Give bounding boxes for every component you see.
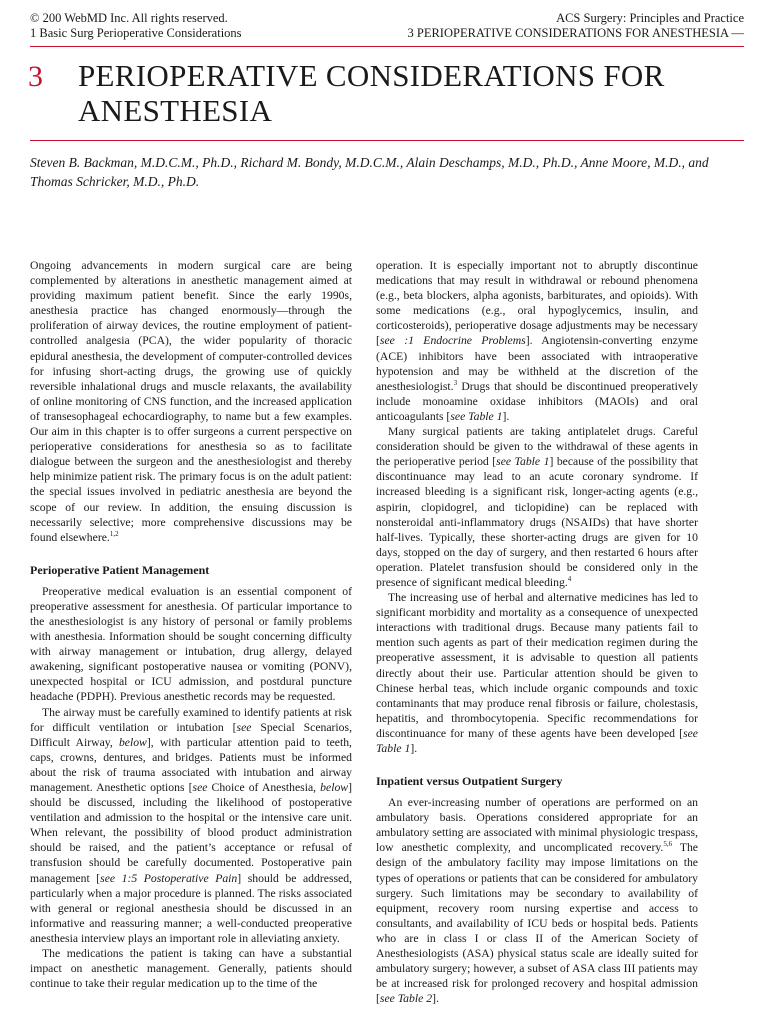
text-run: The increasing use of herbal and alternative medicines has led to significant morbidity and mortality as a consequence of unexpected interactions with traditional drugs. Because many patients fail to mention such agents as part of their medication regimen during the preoperative assessment, it is advisable to question all patients directly about their use. Particular attention should be given to Chinese herbal teas, which include organic compounds and toxic contaminants that may produce renal fibrosis or failure, cholestasis, hepatitis, and thrombocytopenia. Specific recommendations for discontinuance for many of these agents have been developed [ bbox=[376, 591, 698, 740]
text-run: Choice of Anesthesia, bbox=[207, 781, 321, 794]
text-run: ] should be addressed, particularly when a major procedure is planned. The risks associated with general or regional anesthesia should be discussed in an informative and reassuring manner; a well-conducted preoperative anesthesia interview plays an important role in alleviating anxiety. bbox=[30, 871, 352, 945]
text-run: ]. bbox=[410, 742, 418, 755]
text-run: Special Scenarios, Difficult Airway, bbox=[30, 720, 352, 749]
section-heading-patient-management: Perioperative Patient Management bbox=[30, 562, 210, 577]
citation: 4 bbox=[567, 575, 572, 584]
header-rule bbox=[30, 46, 744, 47]
section-heading-inpatient-outpatient: Inpatient versus Outpatient Surgery bbox=[376, 774, 563, 789]
right-column bbox=[376, 258, 698, 1006]
cross-reference: see 1:5 Postoperative Pain bbox=[100, 871, 238, 885]
copyright-notice: © 200 WebMD Inc. All rights reserved. bbox=[30, 11, 228, 25]
cross-reference: see bbox=[236, 720, 252, 734]
cross-reference: see Table 2 bbox=[379, 992, 433, 1006]
citation: 5,6 bbox=[663, 840, 673, 849]
text-run: ] because of the possibility that discontinuance may lead to an acute coronary syndrome. If increased bleeding is a significant risk, longer-acting agents (e.g., aspirin, clopidogrel, and ticlopidine) can be replaced with nonsteroidal anti-inflammatory drugs (NSAIDs) that have shorter half-lives. Typically, these shorter-acting drugs are given for 10 days, stopped on the day of surgery, and then restarted 6 hours after operation. Platelet transfusion should be considered only in the presence of significant medical bleeding. bbox=[376, 455, 698, 589]
cross-reference: see Table 1 bbox=[496, 455, 550, 469]
chapter-title: PERIOPERATIVE CONSIDERATIONS FOR ANESTHESIA bbox=[78, 58, 665, 128]
paragraph: Preoperative medical evaluation is an essential component of preoperative assessment for anesthesia. Of particular importance to the anesthesiologist is any history of personal or family problems with anesthesia. Information should be sought concerning difficulty with airway management or intubation, drug allergy, delayed awakening, significant postoperative nausea or vomiting (PONV), unexpected hospital or ICU admission, and postdural puncture headache (PDPH). Previous anesthetic records may be requested. bbox=[30, 584, 352, 704]
text-run: operation. It is especially important not to abruptly discontinue medications that may result in withdrawal or rebound phenomena (e.g., beta blockers, alpha agonists, barbiturates, and opioids). With some medications (e.g., oral hypoglycemics, insulin, and corticosteroids), perioperative dosage adjustments may be necessary [ bbox=[376, 259, 698, 348]
book-title: ACS Surgery: Principles and Practice bbox=[556, 11, 744, 25]
text-run: The airway must be carefully examined to identify patients at risk for difficult ventilation or intubation [ bbox=[30, 705, 352, 734]
title-rule bbox=[30, 140, 744, 141]
text-run: ], with particular attention paid to teeth, caps, crowns, dentures, and bridges. Patients must be informed about the risk of trauma associated with intubation and airway management. Anesthetic options [ bbox=[30, 735, 352, 794]
cross-reference: see bbox=[192, 781, 208, 794]
cross-reference: below bbox=[320, 781, 349, 794]
text-run: ] should be discussed, including the likelihood of postoperative ventilation and admission to the hospital or the intensive care unit. When relevant, the possibility of blood product administration should be raised, and the patient’s acceptance or refusal of transfusion should be carefully documented. Postoperative pain management [ bbox=[30, 781, 352, 885]
text-run: Drugs that should be discontinued preoperatively include monoamine oxidase inhibitors (MAOIs) and oral anticoagulants [ bbox=[376, 379, 698, 423]
paragraph bbox=[376, 590, 698, 756]
citation: 3 bbox=[453, 378, 458, 387]
cross-reference: below bbox=[118, 735, 147, 749]
paragraph bbox=[376, 795, 698, 1006]
text-run: ]. bbox=[432, 992, 439, 1006]
intro-paragraph bbox=[30, 258, 352, 545]
cross-reference: see :1 Endocrine Problems bbox=[379, 334, 526, 348]
paragraph bbox=[30, 705, 352, 947]
paragraph bbox=[376, 258, 698, 424]
left-column bbox=[30, 258, 352, 991]
author-list: Steven B. Backman, M.D.C.M., Ph.D., Richard M. Bondy, M.D.C.M., Alain Deschamps, M.D., Ph.D., Anne Moore, M.D., and Thomas Schricker, M.D., Ph.D. bbox=[30, 155, 709, 189]
paragraph: The medications the patient is taking can have a substantial impact on anesthetic management. Generally, patients should continue to take their regular medication up to the time of the bbox=[30, 947, 352, 991]
text-run: Many surgical patients are taking antiplatelet drugs. Careful consideration should be given to the withdrawal of these agents in the perioperative period [ bbox=[376, 425, 698, 469]
intro-text: Ongoing advancements in modern surgical care are being complemented by alterations in anesthetic management aimed at providing maximum patient benefit. Since the early 1990s, anesthesia practice has changed enormously—through the proliferation of airway devices, the routine employment of patient-controlled analgesia (PCA), the wider popularity of thoracic epidural anesthesia, the development of computer-controlled devices for infusing short-acting drugs, the growing use of quickly reversible inhalational drugs and muscle relaxants, the availability of online monitoring of CNS function, and the increased application of transesophageal echocardiography, to name but a few examples. Our aim in this chapter is to offer surgeons a current perspective on perioperative considerations for anesthesia so as to facilitate dialogue between the surgeon and the anesthesiologist and thereby help minimize patient risk. The primary focus is on the adult patient: the special issues involved in pediatric anesthesia are beyond the scope of our review. In addition, the ensuing discussion is necessarily selective; more comprehensive discussions may be found elsewhere. bbox=[30, 259, 352, 544]
text-run: The design of the ambulatory facility may impose limitations on the types of operations or patients that can be considered for ambulatory surgery. Such limitations may be secondary to availability of equipment, recovery room nursing expertise and access to consultants, and availability of ICU beds or hospital beds. Patients who are in class I or class II of the American Society of Anesthesiologists (ASA) physical status scale are ideally suited for ambulatory surgery; however, a subset of ASA class III patients may be at increased risk for prolonged recovery and hospital admission [ bbox=[376, 841, 698, 1006]
chapter-number: 3 bbox=[28, 60, 43, 93]
text-run: ]. bbox=[502, 409, 510, 423]
citation: 1,2 bbox=[109, 529, 119, 538]
paragraph bbox=[376, 424, 698, 590]
text-run: An ever-increasing number of operations are performed on an ambulatory basis. Operations considered appropriate for an ambulatory setting are associated with minimal physiologic trespass, low anesthetic complexity, and uncomplicated recovery. bbox=[376, 796, 698, 855]
section-label: 1 Basic Surg Perioperative Considerations bbox=[30, 26, 242, 40]
cross-reference: see Table 1 bbox=[450, 409, 503, 423]
text-run: ]. Angiotensin-converting enzyme (ACE) inhibitors have been associated with intraoperative hypotension and may be withheld at the discretion of the anesthesiologist. bbox=[376, 334, 698, 393]
cross-reference: see Table 1 bbox=[376, 726, 698, 755]
running-title: 3 PERIOPERATIVE CONSIDERATIONS FOR ANESTHESIA — bbox=[407, 26, 744, 40]
